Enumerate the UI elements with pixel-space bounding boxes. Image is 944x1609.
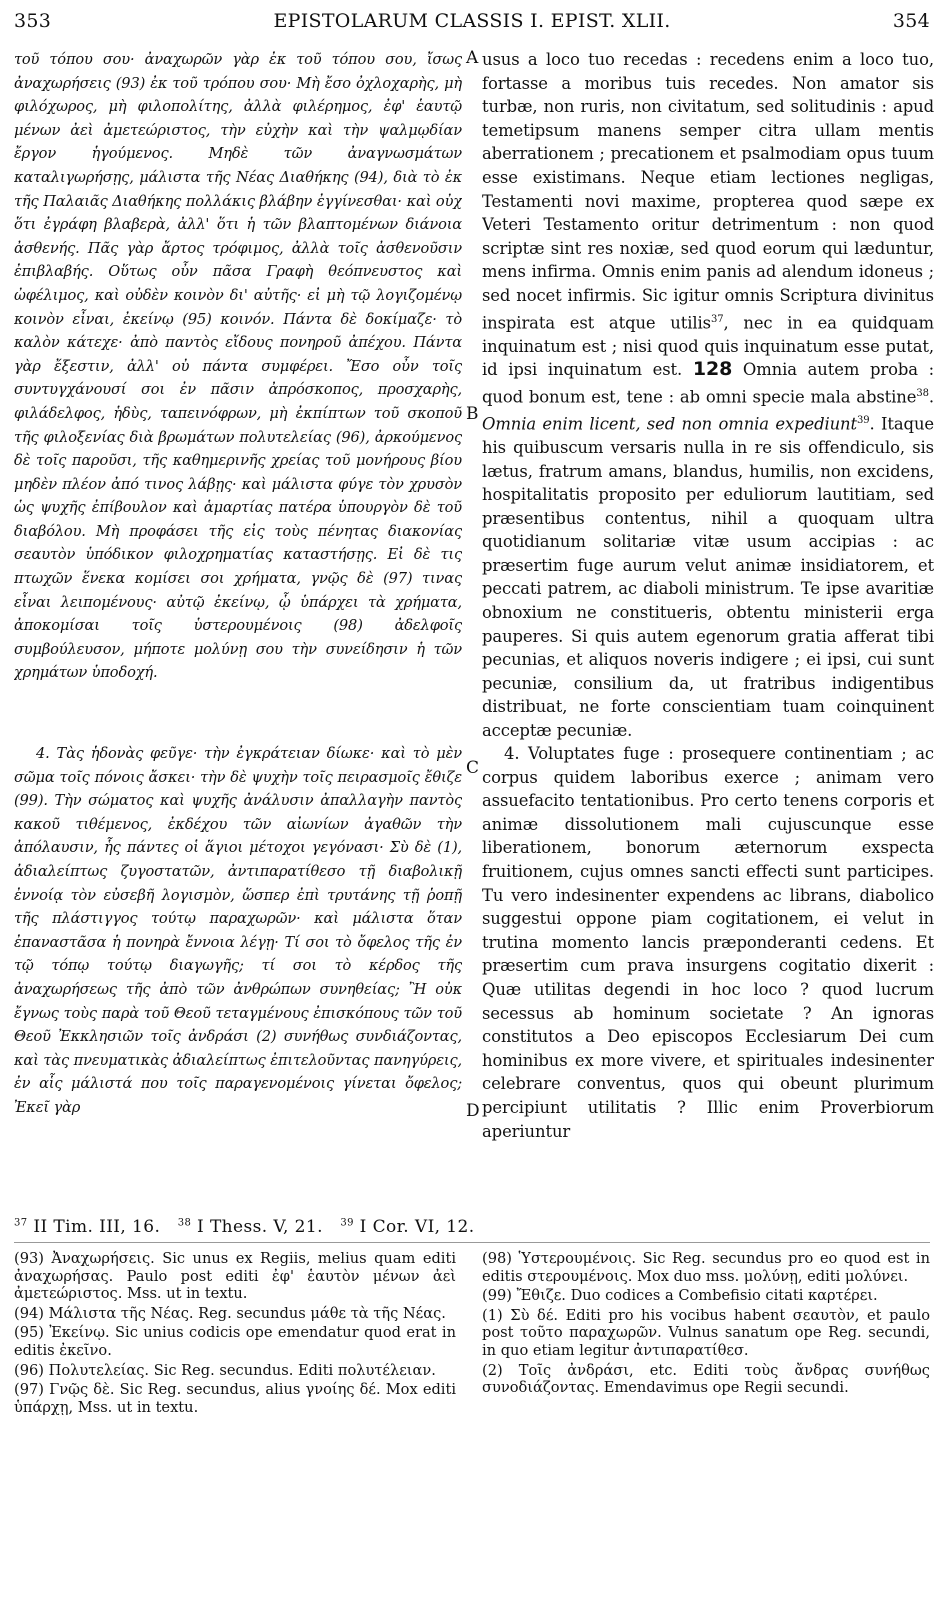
footnote: (94) Μάλιστα τῆς Νέας. Reg. secundus μάθε τὰ τῆς Νέας. xyxy=(14,1304,446,1322)
running-title: EPISTOLARUM CLASSIS I. EPIST. XLII. xyxy=(273,10,671,32)
latin-text-italic: Omnia enim licent, sed non omnia expediunt xyxy=(482,414,858,434)
scripture-num-39: 39 xyxy=(340,1217,354,1229)
footnote: (2) Τοῖς ἀνδράσι, etc. Editi τοὺς ἄνδρας συνήθως συνοδιάζοντας. Emendavimus ope Regii secundi. xyxy=(482,1361,930,1397)
footnotes-right xyxy=(482,1250,930,1399)
scripture-num-38: 38 xyxy=(177,1217,192,1229)
footnote-divider xyxy=(14,1242,930,1243)
latin-text-d: . xyxy=(928,387,934,407)
footnote: (99) Ἔθιζε. Duo codices a Combefisio citati καρτέρει. xyxy=(482,1287,878,1305)
latin-text-a: usus a loco tuo recedas : recedens enim a loco tuo, fortasse a moribus tuis recedes. Non amator sis turbæ, non ruris, non civitatum, sed solitudinis : apud temetipsum manens semper citra ullam mentis aberrationem ; precationem et psalmodiam opus tuum esse existimans. Neque etiam lectiones negligas, Testamenti novi maxime, propterea quod sæpe ex Veteri Testamento oritur detrimentum : non quod scriptæ sint res noxiæ, sed quod eorum qui læduntur, mens infirma. Omnis enim panis ad alendum idoneus ; sed nocet infirmis. Sic igitur omnis Scriptura divinitus inspirata est atque utilis xyxy=(482,50,934,332)
footnotes-left xyxy=(14,1250,456,1418)
greek-column-top xyxy=(14,48,462,728)
footnote: (1) Σὺ δέ. Editi pro his vocibus habent σεαυτὸν, et paulo post τοῦτο παραχωρῶν. Vulnus sanatum ope Reg. secundi, in quo etiam legitur ἀντιπαρατίθεσ. xyxy=(482,1306,930,1359)
margin-letter-d: D xyxy=(466,1101,480,1121)
running-header xyxy=(14,10,930,38)
footnote: (93) Ἀναχωρήσεις. Sic unus ex Regiis, melius quam editi ἀναχωρήσας. Paulo post editi ἐφ' ἑαυτὸν μένων ἀεὶ ἀμετεώριστος. Mss. ut in textu. xyxy=(14,1250,456,1303)
scripture-ref-37: II Tim. III, 16. xyxy=(27,1217,161,1237)
footnote: (97) Γνῷς δὲ. Sic Reg. secundus, alius γνοίης δέ. Mox editi ὑπάρχῃ, Mss. ut in textu. xyxy=(14,1381,456,1416)
latin-paragraph-1 xyxy=(482,48,934,740)
footnote-ref-38: 38 xyxy=(916,387,929,399)
latin-column-bottom xyxy=(482,742,934,1208)
scripture-ref-39: I Cor. VI, 12. xyxy=(353,1217,475,1237)
latin-text-b: , nec in ea quidquam inquinatum est ; nisi quod quis inquinatum esse putat, id ipsi inquinatum est. xyxy=(482,313,934,380)
footnote-ref-39: 39 xyxy=(857,414,870,426)
latin-text-c: Omnia autem proba : quod bonum est, tene : ab omni specie mala abstine xyxy=(482,360,934,407)
column-number: 128 xyxy=(692,358,733,381)
scripture-ref-38: I Thess. V, 21. xyxy=(191,1217,323,1237)
greek-column-bottom xyxy=(14,742,462,1208)
margin-letter-b: B xyxy=(466,404,479,424)
greek-paragraph-2: 4. Τὰς ἡδονὰς φεῦγε· τὴν ἐγκράτειαν δίωκε· καὶ τὸ μὲν σῶμα τοῖς πόνοις ἄσκει· τὴν δὲ ψυχὴν τοῖς πειρασμοῖς ἔθιζε (99). Τὴν σώματος καὶ ψυχῆς ἀνάλυσιν ἀπαλλαγὴν παντὸς κακοῦ τιθέμενος, ἐκδέχου τῶν αἰωνίων ἀγαθῶν τὴν ἀπόλαυσιν, ἧς πάντες οἱ ἅγιοι μέτοχοι γεγόνασι· Σὺ δὲ (1), ἀδιαλείπτως ζυγοστατῶν, ἀντιπαρατίθεσο τῇ διαβολικῇ ἐννοίᾳ τὸν εὐσεβῆ λογισμὸν, ὥσπερ ἐπὶ τρυτάνης τῇ ῥοπῇ τῆς πλάστιγγος τούτῳ παραχωρῶν· καὶ μάλιστα ὅταν ἐπαναστᾶσα ἡ πονηρὰ ἔννοια λέγῃ· Τί σοι τὸ ὄφελος τῆς ἐν τῷ τόπῳ τούτῳ διαγωγῆς; τί σοι τὸ κέρδος τῆς ἀναχωρήσεως τῆς ἀπὸ τῶν ἀνθρώπων συνηθείας; Ἢ οὐκ ἔγνως τοὺς παρὰ τοῦ Θεοῦ τεταγμένους ἐπισκόπους τῶν τοῦ Θεοῦ Ἐκκλησιῶν τοῖς ἀνδράσι (2) συνήθως συνδιάζοντας, καὶ τὰς πνευματικὰς ἀδιαλείπτως ἐπιτελοῦντας πανηγύρεις, ἐν αἷς μάλιστά που τοῖς παραγενομένοις γίνεται ὄφελος; Ἐκεῖ γὰρ xyxy=(14,745,462,1116)
footnote-ref-37: 37 xyxy=(710,313,724,325)
latin-column-top xyxy=(482,48,934,740)
latin-text-f: . Itaque his quibuscum versaris nulla in re sis offendiculo, sis lætus, fratrum amans, blandus, humilis, non excidens, hospitalitatis proposito per eduliorum lautitiam, sed præsentibus contentus, nihil a quoquam ultra quotidianum solitariæ vitæ usum accipias : ac præsertim fuge aurum velut animæ insidiatorem, et peccati patrem, ac diaboli ministrum. Te ipse avaritiæ obnoxium ne constitueris, obtentu ministerii erga pauperes. Si quis autem egenorum gratia afferat tibi pecunias, et aliquos noveris indigere ; ei ipsi, cui sunt pecuniæ, consilium da, ut fratribus indigentibus distribuat, ne forte conscientiam tuam coinquinent acceptæ pecuniæ. xyxy=(482,414,934,740)
footnote: (98) Ὑστερουμένοις. Sic Reg. secundus pro eo quod est in editis στερουμένοις. Mox duo mss. μολύνῃ, editi μολύνει. xyxy=(482,1250,930,1285)
scripture-num-37: 37 xyxy=(14,1217,28,1229)
footnote: (96) Πολυτελείας. Sic Reg. secundus. Editi πολυτέλειαν. xyxy=(14,1361,436,1379)
greek-paragraph-1: τοῦ τόπου σου· ἀναχωρῶν γὰρ ἐκ τοῦ τόπου σου, ἴσως ἀναχωρήσεις (93) ἐκ τοῦ τρόπου σου· Μὴ ἔσο ὀχλοχαρὴς, μὴ φιλόχωρος, μὴ φιλοπολίτης, ἀλλὰ φιλέρημος, ἐφ' ἑαυτῷ μένων ἀεὶ ἀμετεώριστος, τὴν εὐχὴν καὶ τὴν ψαλμῳδίαν ἔργον ἡγούμενος. Μηδὲ τῶν ἀναγνωσμάτων καταλιγωρήσῃς, μάλιστα τῆς Νέας Διαθήκης (94), διὰ τὸ ἐκ τῆς Παλαιᾶς Διαθήκης πολλάκις βλάβην ἐγγίνεσθαι· καὶ οὐχ ὅτι ἐγράφη βλαβερὰ, ἀλλ' ὅτι ἡ τῶν βλαπτομένων διάνοια ἀσθενής. Πᾶς γὰρ ἄρτος τρόφιμος, ἀλλὰ τοῖς ἀσθενοῦσιν ἐπιβλαβής. Οὕτως οὖν πᾶσα Γραφὴ θεόπνευστος καὶ ὠφέλιμος, καὶ οὐδὲν κοινὸν δι' αὐτῆς· εἰ μὴ τῷ λογιζομένῳ κοινὸν εἶναι, ἐκείνῳ (95) κοινόν. Πάντα δὲ δοκίμαζε· τὸ καλὸν κάτεχε· ἀπὸ παντὸς εἴδους πονηροῦ ἀπέχου. Πάντα γὰρ ἔξεστιν, ἀλλ' οὐ πάντα συμφέρει. Ἔσο οὖν τοῖς συντυγχάνουσί σοι ἐν πᾶσιν ἀπρόσκοπος, προσχαρὴς, φιλάδελφος, ἡδὺς, ταπεινόφρων, μὴ ἐκπίπτων τοῦ σκοποῦ τῆς φιλοξενίας διὰ βρωμάτων πολυτελείας (96), ἀρκούμενος δὲ τοῖς παροῦσι, τῆς καθημερινῆς χρείας τοῦ μονήρους βίου μηδὲν πλέον ἀπό τινος λάβῃς· καὶ μάλιστα φύγε τὸν χρυσὸν ὡς ψυχῆς ἐπίβουλον καὶ ἁμαρτίας πατέρα ὑπουργὸν δὲ τοῦ διαβόλου. Μὴ προφάσει τῆς εἰς τοὺς πένητας διακονίας σεαυτὸν ὑπόδικον φιλοχρηματίας καταστήσῃς. Εἰ δὲ τις πτωχῶν ἕνεκα κομίσει σοι χρήματα, γνῷς δὲ (97) τινας εἶναι λειπομένους· αὐτῷ ἐκείνῳ, ᾧ ὑπάρχει τὰ χρήματα, ἀποκομίσαι τοῖς ὑστερουμένοις (98) ἀδελφοῖς συμβούλευσον, μήποτε μολύνῃ σου τὴν συνείδησιν ἡ τῶν χρημάτων ὑποδοχή. xyxy=(14,51,462,682)
latin-paragraph-2: 4. Voluptates fuge : prosequere continentiam ; ac corpus quidem laboribus exerce ; animam vero assuefacito tentationibus. Pro certo tenens corporis et animæ dissolutionem mali cujuscunque esse liberationem, bonorum æternorum exspecta fruitionem, cujus omnes sancti effecti sunt participes. Tu vero indesinenter expendens ac librans, diabolico suggestui oppone piam cogitationem, ei velut in trutina momento lancis præponderanti cedens. Et præsertim cum prava insurgens cogitatio dixerit : Quæ utilitas degendi in hoc loco ? quod lucrum secessus ab hominum societate ? An ignoras constitutos a Deo episcopos Ecclesiarum Dei cum hominibus ex more vivere, et spirituales indesinenter celebrare conventus, quos qui obeunt plurimum percipiunt utilitatis ? Illic enim Proverbiorum aperiuntur xyxy=(482,744,934,1141)
page-number-right: 354 xyxy=(892,10,930,32)
scripture-references xyxy=(14,1217,930,1237)
page-number-left: 353 xyxy=(14,10,52,32)
footnote: (95) Ἐκείνῳ. Sic unius codicis ope emendatur quod erat in editis ἐκεῖνο. xyxy=(14,1324,456,1359)
margin-letter-c: C xyxy=(466,758,480,778)
margin-letter-a: A xyxy=(466,48,479,68)
